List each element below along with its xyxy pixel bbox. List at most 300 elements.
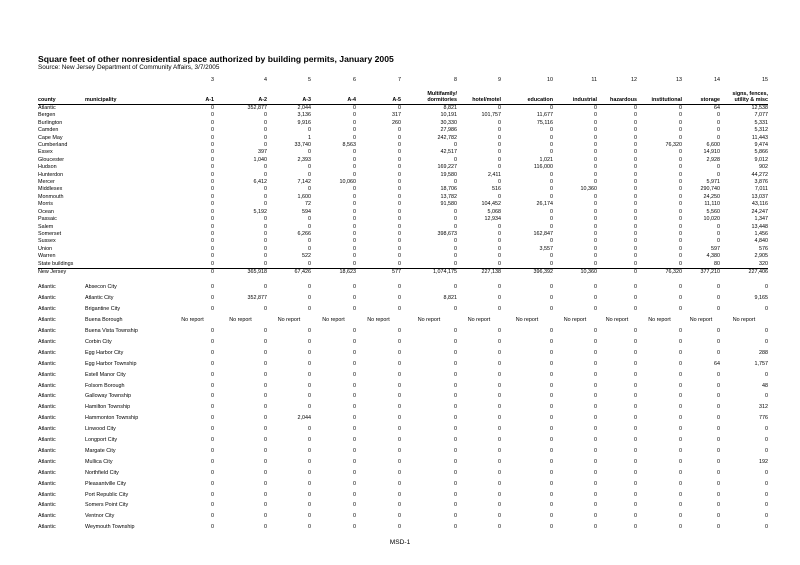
municipality-row-cell: Mullica City xyxy=(85,458,113,465)
county-row-cell: 0 xyxy=(550,127,553,134)
county-row-cell: 7,077 xyxy=(754,112,768,119)
county-row-cell: 0 xyxy=(211,260,214,267)
county-row-cell: 0 xyxy=(634,230,637,237)
county-row-cell: 902 xyxy=(759,164,768,171)
county-row-cell: 0 xyxy=(594,179,597,186)
municipality-row-cell: 0 xyxy=(211,491,214,498)
county-row-cell: 9,474 xyxy=(754,142,768,149)
county-row-cell: 0 xyxy=(353,149,356,156)
municipality-row-cell: 0 xyxy=(353,360,356,367)
municipality-row-cell: 0 xyxy=(717,458,720,465)
municipality-row-cell: 0 xyxy=(765,469,768,476)
municipality-row-cell: 0 xyxy=(594,327,597,334)
municipality-row-cell: No report xyxy=(563,317,587,324)
municipality-row-cell: 0 xyxy=(454,284,457,291)
column-header: A-4 xyxy=(311,84,356,105)
municipality-row-cell: 0 xyxy=(398,426,401,433)
county-row-cell: 0 xyxy=(594,245,597,252)
county-row-cell xyxy=(85,194,171,201)
municipality-row-cell: 64 xyxy=(714,360,720,367)
county-row-cell: Cape May xyxy=(38,134,63,141)
county-row-cell: 0 xyxy=(353,223,356,230)
county-row-cell: 0 xyxy=(308,223,311,230)
county-row-cell: 0 xyxy=(550,171,553,178)
county-row-cell: 0 xyxy=(550,149,553,156)
municipality-row-cell: 0 xyxy=(765,480,768,487)
municipality-row-cell: 0 xyxy=(679,360,682,367)
municipality-row-cell: 0 xyxy=(454,415,457,422)
county-row-cell: 0 xyxy=(211,230,214,237)
municipality-row-cell: 48 xyxy=(762,382,768,389)
column-number-row-cell: 9 xyxy=(498,76,501,83)
county-row-cell: 0 xyxy=(398,208,401,215)
total-row-cell: New Jersey xyxy=(38,268,85,276)
municipality-row-cell: 0 xyxy=(717,513,720,520)
county-row-cell: 0 xyxy=(717,119,720,126)
municipality-row-cell: 0 xyxy=(353,491,356,498)
municipality-row-cell: 0 xyxy=(634,480,637,487)
county-row-cell: 0 xyxy=(498,253,501,260)
page-title: Square feet of other nonresidential space authorized by building permits, January 2005 xyxy=(38,54,394,64)
municipality-row xyxy=(38,348,768,359)
municipality-row-cell: Brigantine City xyxy=(85,306,121,313)
county-row-cell: 0 xyxy=(264,230,267,237)
municipality-row xyxy=(38,359,768,370)
county-row-cell: 0 xyxy=(398,216,401,223)
county-row-cell: 7,142 xyxy=(297,179,311,186)
municipality-row-cell: 0 xyxy=(211,338,214,345)
municipality-row-cell: Atlantic xyxy=(38,393,56,400)
county-row-cell: 0 xyxy=(398,230,401,237)
municipality-row-cell: 0 xyxy=(679,524,682,531)
municipality-row-cell: 0 xyxy=(398,415,401,422)
municipality-row xyxy=(38,326,768,337)
municipality-row-cell: 0 xyxy=(594,437,597,444)
municipality-row-cell: Ventnor City xyxy=(85,513,115,520)
municipality-row xyxy=(38,435,768,446)
county-row-cell: 0 xyxy=(634,208,637,215)
county-row-cell: 0 xyxy=(398,149,401,156)
county-row xyxy=(38,201,768,208)
municipality-row-cell: No report xyxy=(732,317,756,324)
county-row-cell: 2,044 xyxy=(297,105,311,111)
column-header: education xyxy=(501,84,553,105)
county-row-cell: 6,412 xyxy=(253,179,267,186)
municipality-row-cell: 0 xyxy=(679,371,682,378)
municipality-row-cell: 0 xyxy=(498,284,501,291)
county-row-cell: 0 xyxy=(454,245,457,252)
municipality-row-cell: 0 xyxy=(679,469,682,476)
county-row-cell xyxy=(85,186,171,193)
municipality-row-cell: Atlantic xyxy=(38,458,56,465)
county-row-cell: Union xyxy=(38,245,53,252)
county-row-cell xyxy=(85,135,171,142)
county-row-cell: 3,876 xyxy=(754,179,768,186)
municipality-row-cell: 0 xyxy=(264,458,267,465)
municipality-row-cell: 0 xyxy=(211,306,214,313)
county-row-cell: 9,012 xyxy=(754,156,768,163)
county-row-cell xyxy=(85,246,171,253)
municipality-row-cell: 0 xyxy=(717,404,720,411)
county-row-cell: 0 xyxy=(550,208,553,215)
county-row-cell: 11,443 xyxy=(751,134,768,141)
municipality-row-cell: 0 xyxy=(550,327,553,334)
county-row-cell: 0 xyxy=(398,260,401,267)
county-row-cell: 260 xyxy=(392,119,401,126)
county-row-cell: 0 xyxy=(679,127,682,134)
county-row-cell: 2,393 xyxy=(297,156,311,163)
county-row-cell: 42,517 xyxy=(440,149,457,156)
municipality-row-cell: 0 xyxy=(353,404,356,411)
municipality-row xyxy=(38,304,768,315)
county-row-cell: 24,247 xyxy=(751,208,768,215)
municipality-row-cell: Atlantic xyxy=(38,415,56,422)
county-row xyxy=(38,172,768,179)
municipality-row-cell: 0 xyxy=(308,338,311,345)
municipality-row-cell: 0 xyxy=(454,491,457,498)
column-header: county xyxy=(38,84,85,105)
county-row-cell: 0 xyxy=(398,142,401,149)
municipality-row-cell: 0 xyxy=(454,306,457,313)
county-row-cell xyxy=(85,142,171,149)
county-row-cell: 0 xyxy=(634,193,637,200)
municipality-row-cell: 0 xyxy=(717,284,720,291)
county-row-cell: Hunterdon xyxy=(38,171,64,178)
county-row-cell xyxy=(85,120,171,127)
county-row-cell: 0 xyxy=(498,156,501,163)
municipality-row-cell: 0 xyxy=(454,404,457,411)
municipality-row-cell: 0 xyxy=(498,426,501,433)
municipality-row-cell: Corbin City xyxy=(85,338,112,345)
county-row-cell: 0 xyxy=(398,171,401,178)
municipality-row-cell: 352,877 xyxy=(247,295,267,302)
county-row-cell: 0 xyxy=(498,134,501,141)
county-row-cell: 0 xyxy=(398,238,401,245)
municipality-row-cell: 0 xyxy=(634,458,637,465)
municipality-row-cell: 0 xyxy=(594,393,597,400)
county-row-cell: 0 xyxy=(717,127,720,134)
municipality-row-cell: 0 xyxy=(264,491,267,498)
municipality-row-cell: 0 xyxy=(211,458,214,465)
county-row-cell: 522 xyxy=(302,253,311,260)
municipality-row-cell: 0 xyxy=(264,513,267,520)
county-row-cell: 0 xyxy=(634,253,637,260)
county-row-cell: 0 xyxy=(594,260,597,267)
municipality-row-cell: 0 xyxy=(594,502,597,509)
county-row-cell: 0 xyxy=(717,230,720,237)
county-row-cell: 13,037 xyxy=(751,193,768,200)
municipality-row-cell: 0 xyxy=(594,524,597,531)
county-row-cell: 12,934 xyxy=(484,216,501,223)
municipality-row xyxy=(38,457,768,468)
county-row xyxy=(38,194,768,201)
municipality-row-cell: 0 xyxy=(594,480,597,487)
county-row-cell: 0 xyxy=(264,238,267,245)
municipality-row-cell: Egg Harbor City xyxy=(85,349,124,356)
column-header: storage xyxy=(682,84,720,105)
municipality-row-cell: 1,757 xyxy=(754,360,768,367)
county-row-cell: 0 xyxy=(264,260,267,267)
county-row-cell: 2,905 xyxy=(754,253,768,260)
county-row-cell: 0 xyxy=(264,119,267,126)
county-row-cell xyxy=(85,253,171,260)
municipality-row-cell: Atlantic xyxy=(38,502,56,509)
county-row-cell: 0 xyxy=(679,245,682,252)
municipality-row-cell: Atlantic City xyxy=(85,295,114,302)
county-row-cell: 0 xyxy=(679,156,682,163)
municipality-row-cell: Hammonton Township xyxy=(85,415,139,422)
column-number-row-cell: 14 xyxy=(714,76,720,83)
column-number-row-cell: 8 xyxy=(454,76,457,83)
column-number-row-cell: 4 xyxy=(264,76,267,83)
municipality-row-cell: 0 xyxy=(398,371,401,378)
county-row-cell: 0 xyxy=(634,238,637,245)
municipality-row-cell: Hamilton Township xyxy=(85,404,131,411)
municipality-row-cell: 0 xyxy=(550,458,553,465)
county-row-cell: 0 xyxy=(398,134,401,141)
municipality-row-cell: 0 xyxy=(308,349,311,356)
county-row-cell: 11,677 xyxy=(536,112,553,119)
municipality-row-cell: 0 xyxy=(717,491,720,498)
municipality-row-cell: 0 xyxy=(264,524,267,531)
municipality-row-cell: 0 xyxy=(550,404,553,411)
county-row-cell: 0 xyxy=(211,238,214,245)
municipality-row-cell: No report xyxy=(467,317,491,324)
municipality-row-cell: 0 xyxy=(398,338,401,345)
county-row-cell: 0 xyxy=(308,127,311,134)
county-row-cell xyxy=(85,201,171,208)
municipality-row-cell: No report xyxy=(181,317,204,324)
county-row-cell: 0 xyxy=(211,216,214,223)
municipality-row-cell: 0 xyxy=(594,469,597,476)
municipality-row-cell: 0 xyxy=(398,295,401,302)
county-row-cell: 33,740 xyxy=(294,142,311,149)
county-row-cell: 104,452 xyxy=(481,201,501,208)
municipality-row-cell: 0 xyxy=(498,306,501,313)
municipality-row-cell: 0 xyxy=(308,360,311,367)
municipality-row xyxy=(38,381,768,392)
municipality-row-cell: Atlantic xyxy=(38,371,56,378)
county-row-cell: Morris xyxy=(38,201,53,208)
county-row-cell xyxy=(85,105,171,113)
county-row-cell: 0 xyxy=(353,156,356,163)
municipality-row-cell: 0 xyxy=(498,327,501,334)
column-header: industrial xyxy=(553,84,597,105)
county-row-cell: 0 xyxy=(211,142,214,149)
municipality-row-cell: Estell Manor City xyxy=(85,371,126,378)
municipality-row-cell: 0 xyxy=(717,469,720,476)
municipality-row-cell: 0 xyxy=(454,426,457,433)
municipality-row-cell: Atlantic xyxy=(38,360,56,367)
municipality-row-cell: 0 xyxy=(498,360,501,367)
municipality-row-cell: 0 xyxy=(765,393,768,400)
county-row-cell: Bergen xyxy=(38,112,56,119)
municipality-row-cell: 0 xyxy=(679,284,682,291)
county-row-cell: 162,847 xyxy=(533,230,553,237)
county-row-cell: 0 xyxy=(398,105,401,111)
municipality-row-cell: 0 xyxy=(594,284,597,291)
county-row-cell: 0 xyxy=(211,134,214,141)
municipality-row-cell: 0 xyxy=(308,480,311,487)
municipality-row-cell: 0 xyxy=(264,480,267,487)
county-row-cell: 0 xyxy=(398,186,401,193)
municipality-row-cell: 0 xyxy=(679,426,682,433)
county-row-cell: 0 xyxy=(550,216,553,223)
municipality-row-cell: 0 xyxy=(211,524,214,531)
county-row-cell: 0 xyxy=(498,119,501,126)
municipality-row-cell: 0 xyxy=(211,371,214,378)
county-row-cell: 0 xyxy=(550,142,553,149)
municipality-row xyxy=(38,446,768,457)
municipality-row-cell: 776 xyxy=(759,415,768,422)
municipality-row-cell: 0 xyxy=(308,437,311,444)
municipality-row-cell: 0 xyxy=(634,491,637,498)
county-row-cell: 0 xyxy=(398,127,401,134)
county-row xyxy=(38,186,768,193)
county-row-cell: 0 xyxy=(550,179,553,186)
municipality-row-cell: 0 xyxy=(498,371,501,378)
county-row-cell: 0 xyxy=(594,201,597,208)
municipality-row xyxy=(38,490,768,501)
column-number-row xyxy=(38,74,768,84)
municipality-row-cell: 0 xyxy=(454,360,457,367)
county-row-cell: 0 xyxy=(353,216,356,223)
county-row-cell: 0 xyxy=(634,134,637,141)
county-row-cell: 5,312 xyxy=(754,127,768,134)
county-row-cell: 0 xyxy=(353,127,356,134)
municipality-row-cell: 0 xyxy=(353,426,356,433)
county-row-cell: 576 xyxy=(759,245,768,252)
county-row-cell: 1,021 xyxy=(539,156,553,163)
county-row-cell: 0 xyxy=(308,186,311,193)
municipality-row-cell: 0 xyxy=(498,480,501,487)
county-row-cell: 0 xyxy=(353,186,356,193)
municipality-row-cell: Folsom Borough xyxy=(85,382,125,389)
municipality-row-cell: 0 xyxy=(454,371,457,378)
county-row-cell: 0 xyxy=(353,260,356,267)
municipality-row-cell: Atlantic xyxy=(38,349,56,356)
municipality-row-cell: 0 xyxy=(717,382,720,389)
municipality-row-cell: 0 xyxy=(353,284,356,291)
municipality-row-cell: 0 xyxy=(398,360,401,367)
municipality-row-cell: 0 xyxy=(717,295,720,302)
municipality-row-cell: 0 xyxy=(594,295,597,302)
municipality-row-cell: No report xyxy=(689,317,713,324)
county-row-cell: 0 xyxy=(498,164,501,171)
county-row-cell: 0 xyxy=(211,156,214,163)
county-row-cell: 0 xyxy=(679,238,682,245)
county-row-cell: 0 xyxy=(211,112,214,119)
county-row-cell: 4,840 xyxy=(754,238,768,245)
municipality-row-cell: No report xyxy=(417,317,441,324)
county-row-cell: 0 xyxy=(308,260,311,267)
county-row-cell: 0 xyxy=(634,223,637,230)
column-header: signs, fences, utility & misc xyxy=(720,84,768,105)
municipality-row-cell: 0 xyxy=(550,382,553,389)
municipality-row-cell: 0 xyxy=(717,426,720,433)
municipality-row-cell: 0 xyxy=(353,371,356,378)
county-row-cell: 1,456 xyxy=(754,230,768,237)
county-row-cell: 0 xyxy=(398,253,401,260)
municipality-row-cell: 0 xyxy=(398,469,401,476)
municipality-row-cell: 0 xyxy=(454,447,457,454)
county-row-cell: 0 xyxy=(264,216,267,223)
municipality-row-cell: 0 xyxy=(353,382,356,389)
municipality-row-cell: 0 xyxy=(353,415,356,422)
municipality-row-cell: 0 xyxy=(717,447,720,454)
municipality-row-cell: Galloway Township xyxy=(85,393,132,400)
municipality-row xyxy=(38,479,768,490)
county-row-cell: 398,673 xyxy=(437,230,457,237)
county-row-cell: 7,011 xyxy=(754,186,768,193)
county-row-cell: 0 xyxy=(594,223,597,230)
county-row-cell: 0 xyxy=(454,216,457,223)
county-row-cell: 0 xyxy=(594,105,597,111)
county-row-cell: 0 xyxy=(594,156,597,163)
county-row-cell: 0 xyxy=(308,149,311,156)
county-row-cell: 0 xyxy=(634,201,637,208)
municipality-row-cell: 192 xyxy=(759,458,768,465)
municipality-row xyxy=(38,315,768,326)
municipality-row-cell: 0 xyxy=(550,480,553,487)
county-row xyxy=(38,216,768,223)
county-row-cell: 0 xyxy=(634,179,637,186)
county-row-cell: 0 xyxy=(353,193,356,200)
municipality-row-cell: 0 xyxy=(594,426,597,433)
municipality-row-cell: No report xyxy=(648,317,671,324)
municipality-row-cell: 0 xyxy=(308,458,311,465)
county-row-cell: 0 xyxy=(634,142,637,149)
total-row-cell: 365,918 xyxy=(214,268,267,276)
municipality-row-cell: 0 xyxy=(550,393,553,400)
municipality-row-cell: Linwood City xyxy=(85,426,116,433)
county-row-cell: 2,928 xyxy=(706,156,720,163)
municipality-row-cell: Somers Point City xyxy=(85,502,129,509)
county-row-cell: 0 xyxy=(454,238,457,245)
county-row-cell: 3,136 xyxy=(297,112,311,119)
county-row-cell: 13,782 xyxy=(440,193,457,200)
county-row xyxy=(38,253,768,260)
municipality-row-cell: 0 xyxy=(454,469,457,476)
county-row-cell: 0 xyxy=(550,193,553,200)
county-row-cell: 5,971 xyxy=(706,179,720,186)
county-row-cell: 0 xyxy=(679,112,682,119)
municipality-row-cell: 0 xyxy=(634,382,637,389)
county-row-cell: 0 xyxy=(264,164,267,171)
municipality-row-cell: 0 xyxy=(211,502,214,509)
county-row-cell: 91,580 xyxy=(440,201,457,208)
county-row-cell: 516 xyxy=(492,186,501,193)
municipality-row-cell: 0 xyxy=(634,338,637,345)
county-row-cell: 0 xyxy=(634,149,637,156)
county-row-cell: 0 xyxy=(594,238,597,245)
county-row-cell: 2,411 xyxy=(487,171,501,178)
municipality-row-cell: 0 xyxy=(398,327,401,334)
municipality-row-cell: 2,044 xyxy=(297,415,311,422)
municipality-row-cell: 0 xyxy=(211,382,214,389)
municipality-row-cell: 0 xyxy=(634,513,637,520)
municipality-row-cell: 0 xyxy=(353,327,356,334)
municipality-row-cell: No report xyxy=(322,317,345,324)
county-row-cell: 116,000 xyxy=(533,164,553,171)
column-header: hazardous xyxy=(597,84,637,105)
municipality-row-cell: 0 xyxy=(211,513,214,520)
county-row-cell: Atlantic xyxy=(38,105,56,111)
county-row-cell: Cumberland xyxy=(38,142,68,149)
county-row xyxy=(38,246,768,253)
county-row-cell: 76,320 xyxy=(665,142,682,149)
county-row-cell: 0 xyxy=(679,164,682,171)
